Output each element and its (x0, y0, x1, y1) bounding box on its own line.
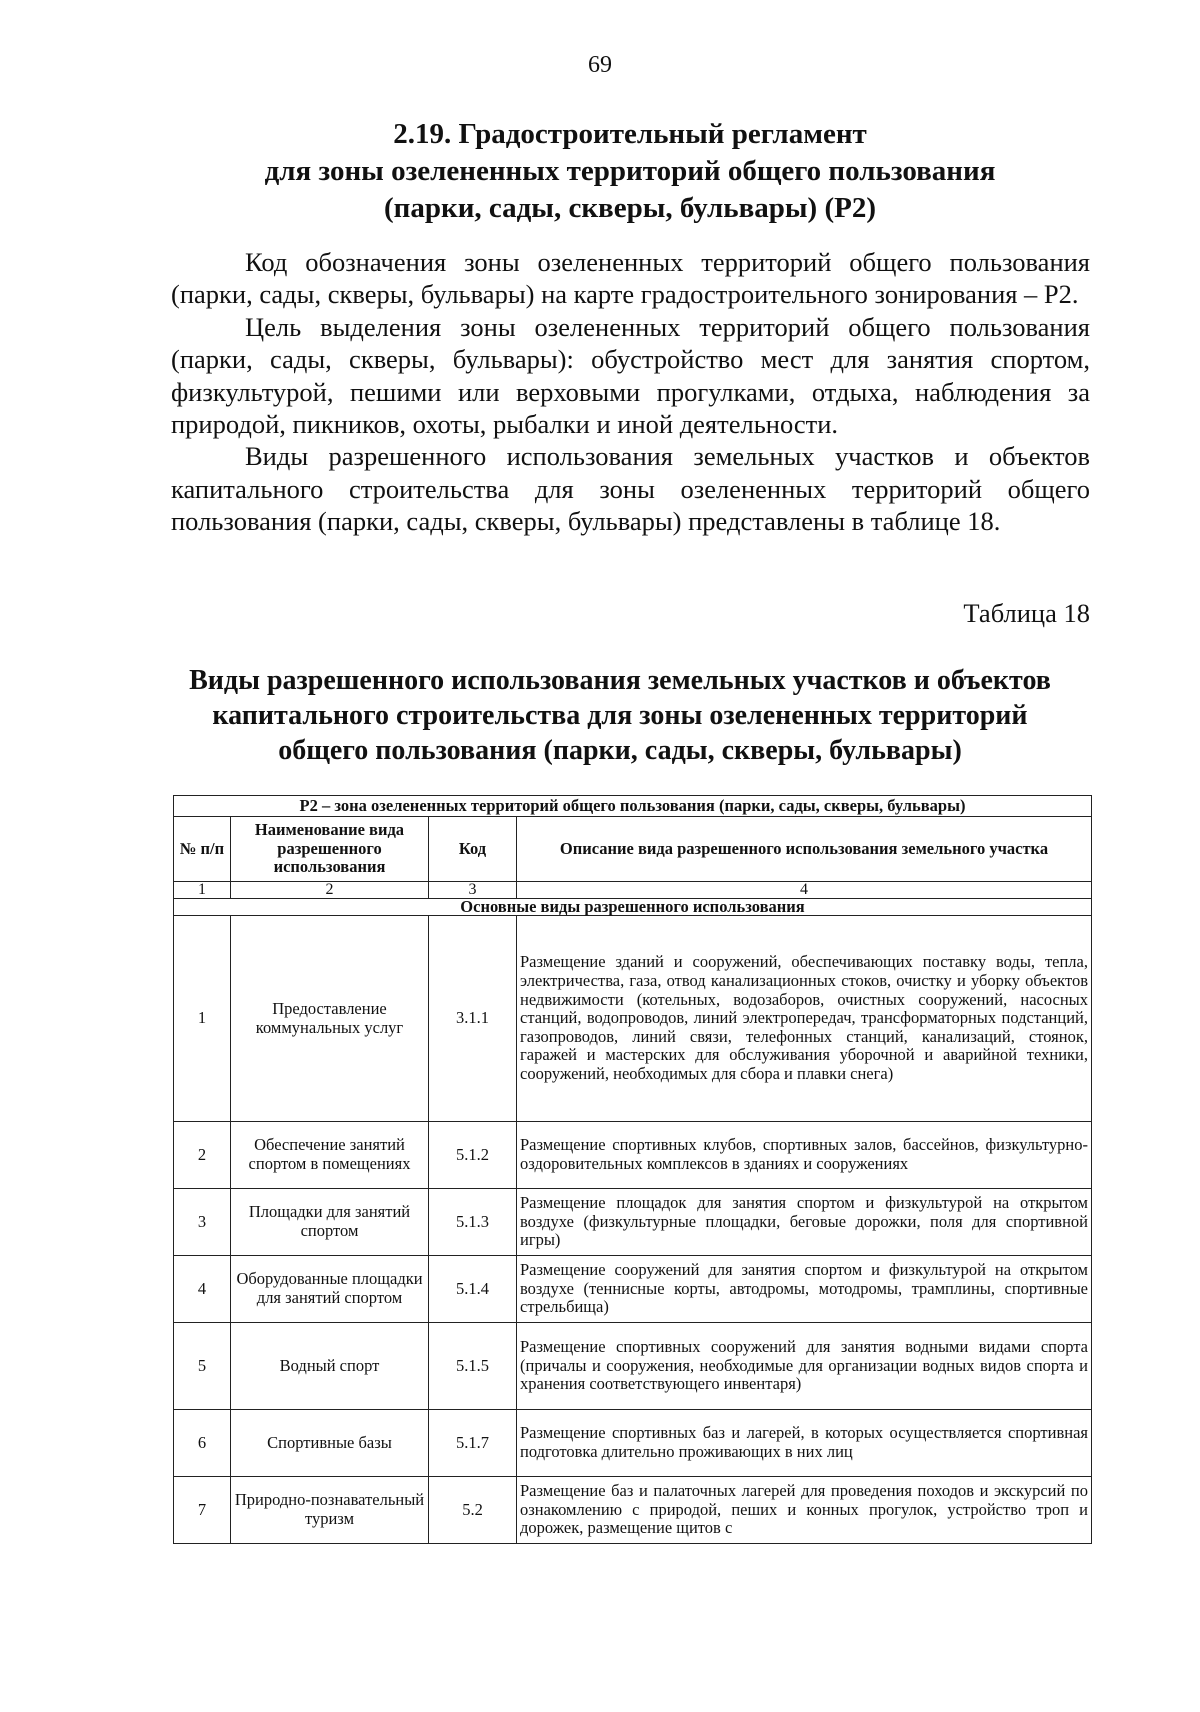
table-row (174, 1189, 1092, 1256)
table-title-line-2: капитального строительства для зоны озелененных территорий (212, 700, 1028, 731)
table-title-line-1: Виды разрешенного использования земельных участков и объектов (189, 665, 1051, 696)
row-description: Размещение спортивных баз и лагерей, в которых осуществляется спортивная подготовка длительно проживающих в них лиц (517, 1410, 1092, 1477)
permitted-uses-table (173, 795, 1092, 1544)
row-description: Размещение спортивных сооружений для занятия водными видами спорта (причалы и сооружения, необходимые для организации водных видов спорта и хранения соответствующего инвентаря) (517, 1323, 1092, 1410)
header-description: Описание вида разрешенного использования земельного участка (517, 817, 1092, 882)
row-code: 5.1.3 (429, 1189, 517, 1256)
row-code: 5.1.5 (429, 1323, 517, 1410)
row-name: Обеспечение занятий спортом в помещениях (231, 1122, 429, 1189)
row-name: Спортивные базы (231, 1410, 429, 1477)
table-title-line-3: общего пользования (парки, сады, скверы, бульвары) (278, 735, 962, 766)
row-name: Площадки для занятий спортом (231, 1189, 429, 1256)
column-number: 2 (231, 882, 429, 899)
table-row (174, 1256, 1092, 1323)
header-number: № п/п (174, 817, 231, 882)
row-code: 5.2 (429, 1477, 517, 1544)
row-code: 5.1.2 (429, 1122, 517, 1189)
table-row (174, 916, 1092, 1122)
table-header-row (174, 817, 1092, 882)
section-row (174, 899, 1092, 916)
row-description: Размещение площадок для занятия спортом и физкультурой на открытом воздухе (физкультурные площадки, беговые дорожки, поля для спортивной игры) (517, 1189, 1092, 1256)
row-description: Размещение зданий и сооружений, обеспечивающих поставку воды, тепла, электричества, газа, отвод канализационных стоков, очистку и уборку объектов недвижимости (котельных, водозаборов, очистных сооружений, насосных станций, водопроводов, линий электропередач, трансформаторных подстанций, газопроводов, линий связи, телефонных станций, канализаций, стоянок, гаражей и мастерских для обслуживания уборочной и аварийной техники, сооружений, необходимых для сбора и плавки снега) (517, 916, 1092, 1122)
row-number: 6 (174, 1410, 231, 1477)
section-heading-line-2: для зоны озелененных территорий общего пользования (264, 155, 996, 187)
table-row (174, 1477, 1092, 1544)
row-description: Размещение баз и палаточных лагерей для проведения походов и экскурсий по ознакомлению с природой, пеших и конных прогулок, устройство троп и дорожек, размещение щитов с (517, 1477, 1092, 1544)
row-number: 4 (174, 1256, 231, 1323)
header-name: Наименование вида разрешенного использования (231, 817, 429, 882)
paragraph-zone-purpose: Цель выделения зоны озелененных территорий общего пользования (парки, сады, скверы, бульвары): обустройство мест для занятия спортом, физкультурой, пешими или верховыми прогулками, отдыха, наблюдения за природой, пикников, охоты, рыбалки и иной деятельности. (171, 311, 1090, 440)
body-text (171, 246, 1090, 538)
table-row (174, 1410, 1092, 1477)
column-numbers-row (174, 882, 1092, 899)
section-heading-line-1: 2.19. Градостроительный регламент (393, 118, 867, 150)
row-name: Оборудованные площадки для занятий спортом (231, 1256, 429, 1323)
row-name: Предоставление коммунальных услуг (231, 916, 429, 1122)
header-code: Код (429, 817, 517, 882)
section-heading (170, 116, 1090, 227)
table-row (174, 1323, 1092, 1410)
row-number: 5 (174, 1323, 231, 1410)
table-caption: Таблица 18 (963, 598, 1090, 628)
row-number: 2 (174, 1122, 231, 1189)
page-number: 69 (588, 52, 612, 78)
paragraph-permitted-uses: Виды разрешенного использования земельных участков и объектов капитального строительства для зоны озелененных территорий общего пользования (парки, сады, скверы, бульвары) представлены в таблице 18. (171, 441, 1090, 537)
row-code: 5.1.7 (429, 1410, 517, 1477)
section-heading-line-3: (парки, сады, скверы, бульвары) (Р2) (384, 192, 876, 224)
row-code: 5.1.4 (429, 1256, 517, 1323)
row-number: 1 (174, 916, 231, 1122)
row-code: 3.1.1 (429, 916, 517, 1122)
paragraph-zone-code: Код обозначения зоны озелененных территорий общего пользования (парки, сады, скверы, бульвары) на карте градостроительного зонирования – Р2. (171, 247, 1090, 310)
row-description: Размещение спортивных клубов, спортивных залов, бассейнов, физкультурно-оздоровительных комплексов в зданиях и сооружениях (517, 1122, 1092, 1189)
row-number: 3 (174, 1189, 231, 1256)
row-number: 7 (174, 1477, 231, 1544)
column-number: 3 (429, 882, 517, 899)
row-description: Размещение сооружений для занятия спортом и физкультурой на открытом воздухе (теннисные корты, автодромы, мотодромы, трамплины, спортивные стрельбища) (517, 1256, 1092, 1323)
column-number: 1 (174, 882, 231, 899)
column-number: 4 (517, 882, 1092, 899)
row-name: Природно-познавательный туризм (231, 1477, 429, 1544)
section-title: Основные виды разрешенного использования (174, 899, 1092, 916)
table-row (174, 1122, 1092, 1189)
row-name: Водный спорт (231, 1323, 429, 1410)
table-zone-title: Р2 – зона озелененных территорий общего пользования (парки, сады, скверы, бульвары) (174, 796, 1092, 817)
table-zone-row (174, 796, 1092, 817)
table-title (150, 663, 1090, 768)
